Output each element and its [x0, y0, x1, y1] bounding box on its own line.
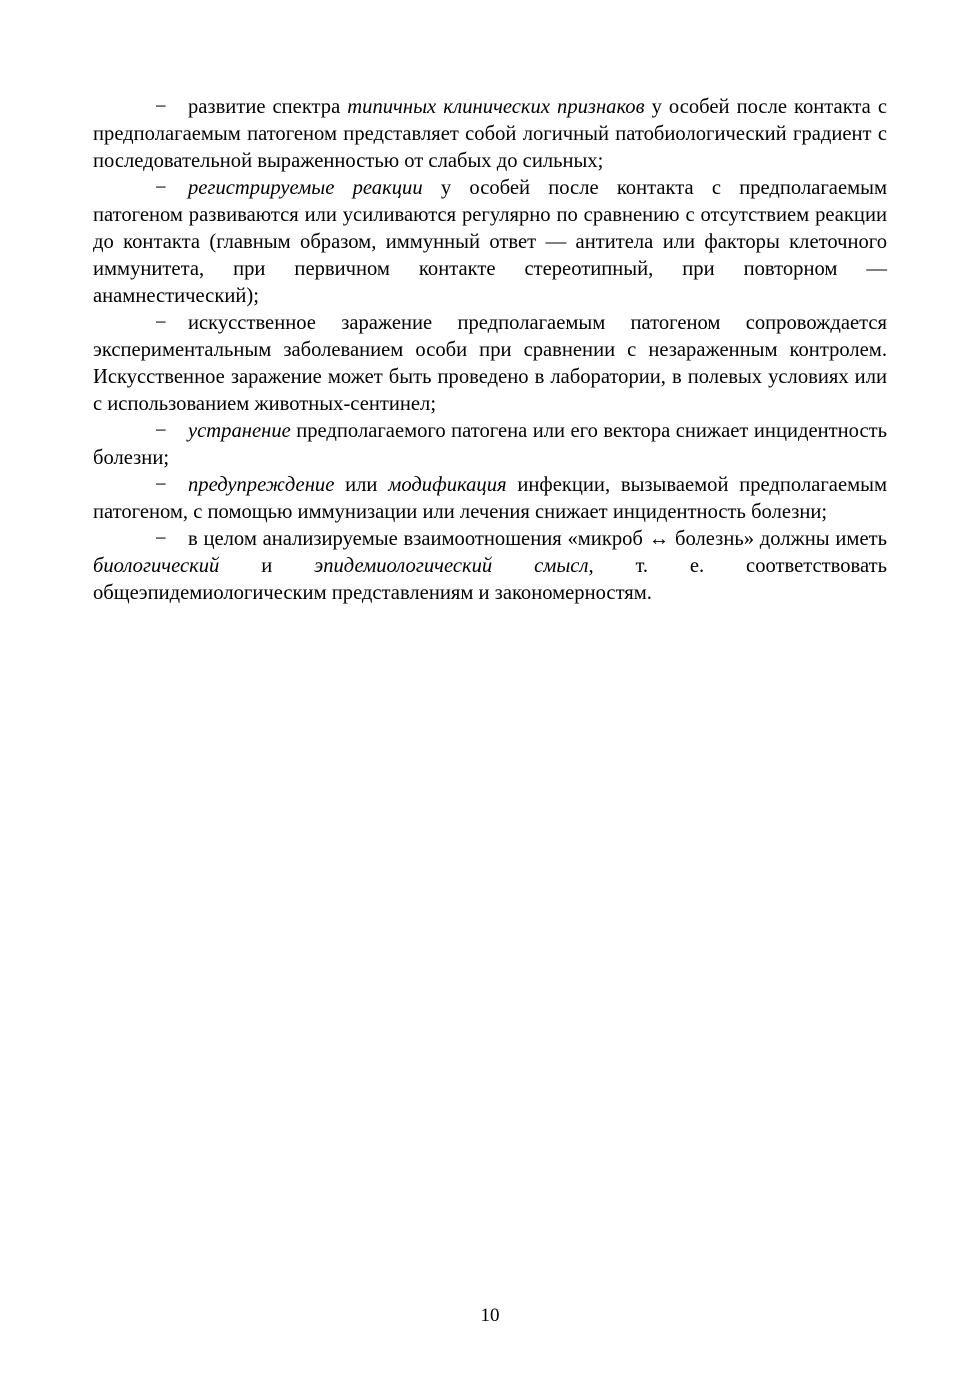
text-segment: у особей после контакта с предполагаемым патогеном развиваются или усиливаются регулярно по сравнению с отсутствием реакции до контакта (главным образом, иммунный ответ — антитела или факторы клеточного иммунитета, при первичном контакте стереотипный, при повторном — анамнестический);: [93, 177, 887, 307]
text-segment: искусственное заражение предполагаемым патогеном сопровождается экспериментальным заболеванием особи при сравнении с незараженным контролем. Искусственное заражение может быть проведено в лаборатории, в полевых условиях или с использованием животных-сентинел;: [93, 312, 887, 415]
bullet-dash: −: [155, 420, 167, 442]
italic-term: биологический: [93, 555, 220, 577]
body-text: [93, 94, 887, 607]
text-segment: , т. е. соответствовать общеэпидемиологическим представлениям и закономерностям.: [93, 555, 887, 604]
italic-term: типичных клинических признаков: [347, 96, 645, 118]
text-segment: в целом анализируемые взаимоотношения «микроб ↔ болезнь» должны иметь: [188, 528, 887, 550]
italic-term: устранение: [188, 420, 291, 442]
list-item: [93, 526, 887, 607]
text-segment: у особей после контакта с предполагаемым патогеном представляет собой логичный патобиологический градиент с последовательной выраженностью от слабых до сильных;: [93, 96, 888, 172]
text-segment: развитие спектра: [188, 96, 348, 118]
text-segment: инфекции, вызываемой предполагаемым патогеном, с помощью иммунизации или лечения снижает инцидентность болезни;: [93, 474, 887, 523]
bullet-dash: −: [155, 312, 167, 334]
bullet-dash: −: [155, 528, 167, 550]
text-segment: и: [219, 555, 315, 577]
italic-term: предупреждение: [188, 474, 335, 496]
bullet-dash: −: [155, 177, 167, 199]
page-number: 10: [480, 1305, 500, 1326]
list-item: [93, 418, 887, 472]
list-item: [93, 472, 887, 526]
italic-term: модификация: [388, 474, 507, 496]
list-item: [93, 175, 887, 310]
italic-term: регистрируемые реакции: [188, 177, 423, 199]
text-segment: или: [334, 474, 389, 496]
text-segment: предполагаемого патогена или его вектора снижает инцидентность болезни;: [93, 420, 887, 469]
italic-term: эпидемиологический смысл: [314, 555, 589, 577]
list-item: [93, 310, 887, 418]
bullet-dash: −: [155, 474, 167, 496]
bullet-dash: −: [155, 96, 167, 118]
list-item: [93, 94, 887, 175]
